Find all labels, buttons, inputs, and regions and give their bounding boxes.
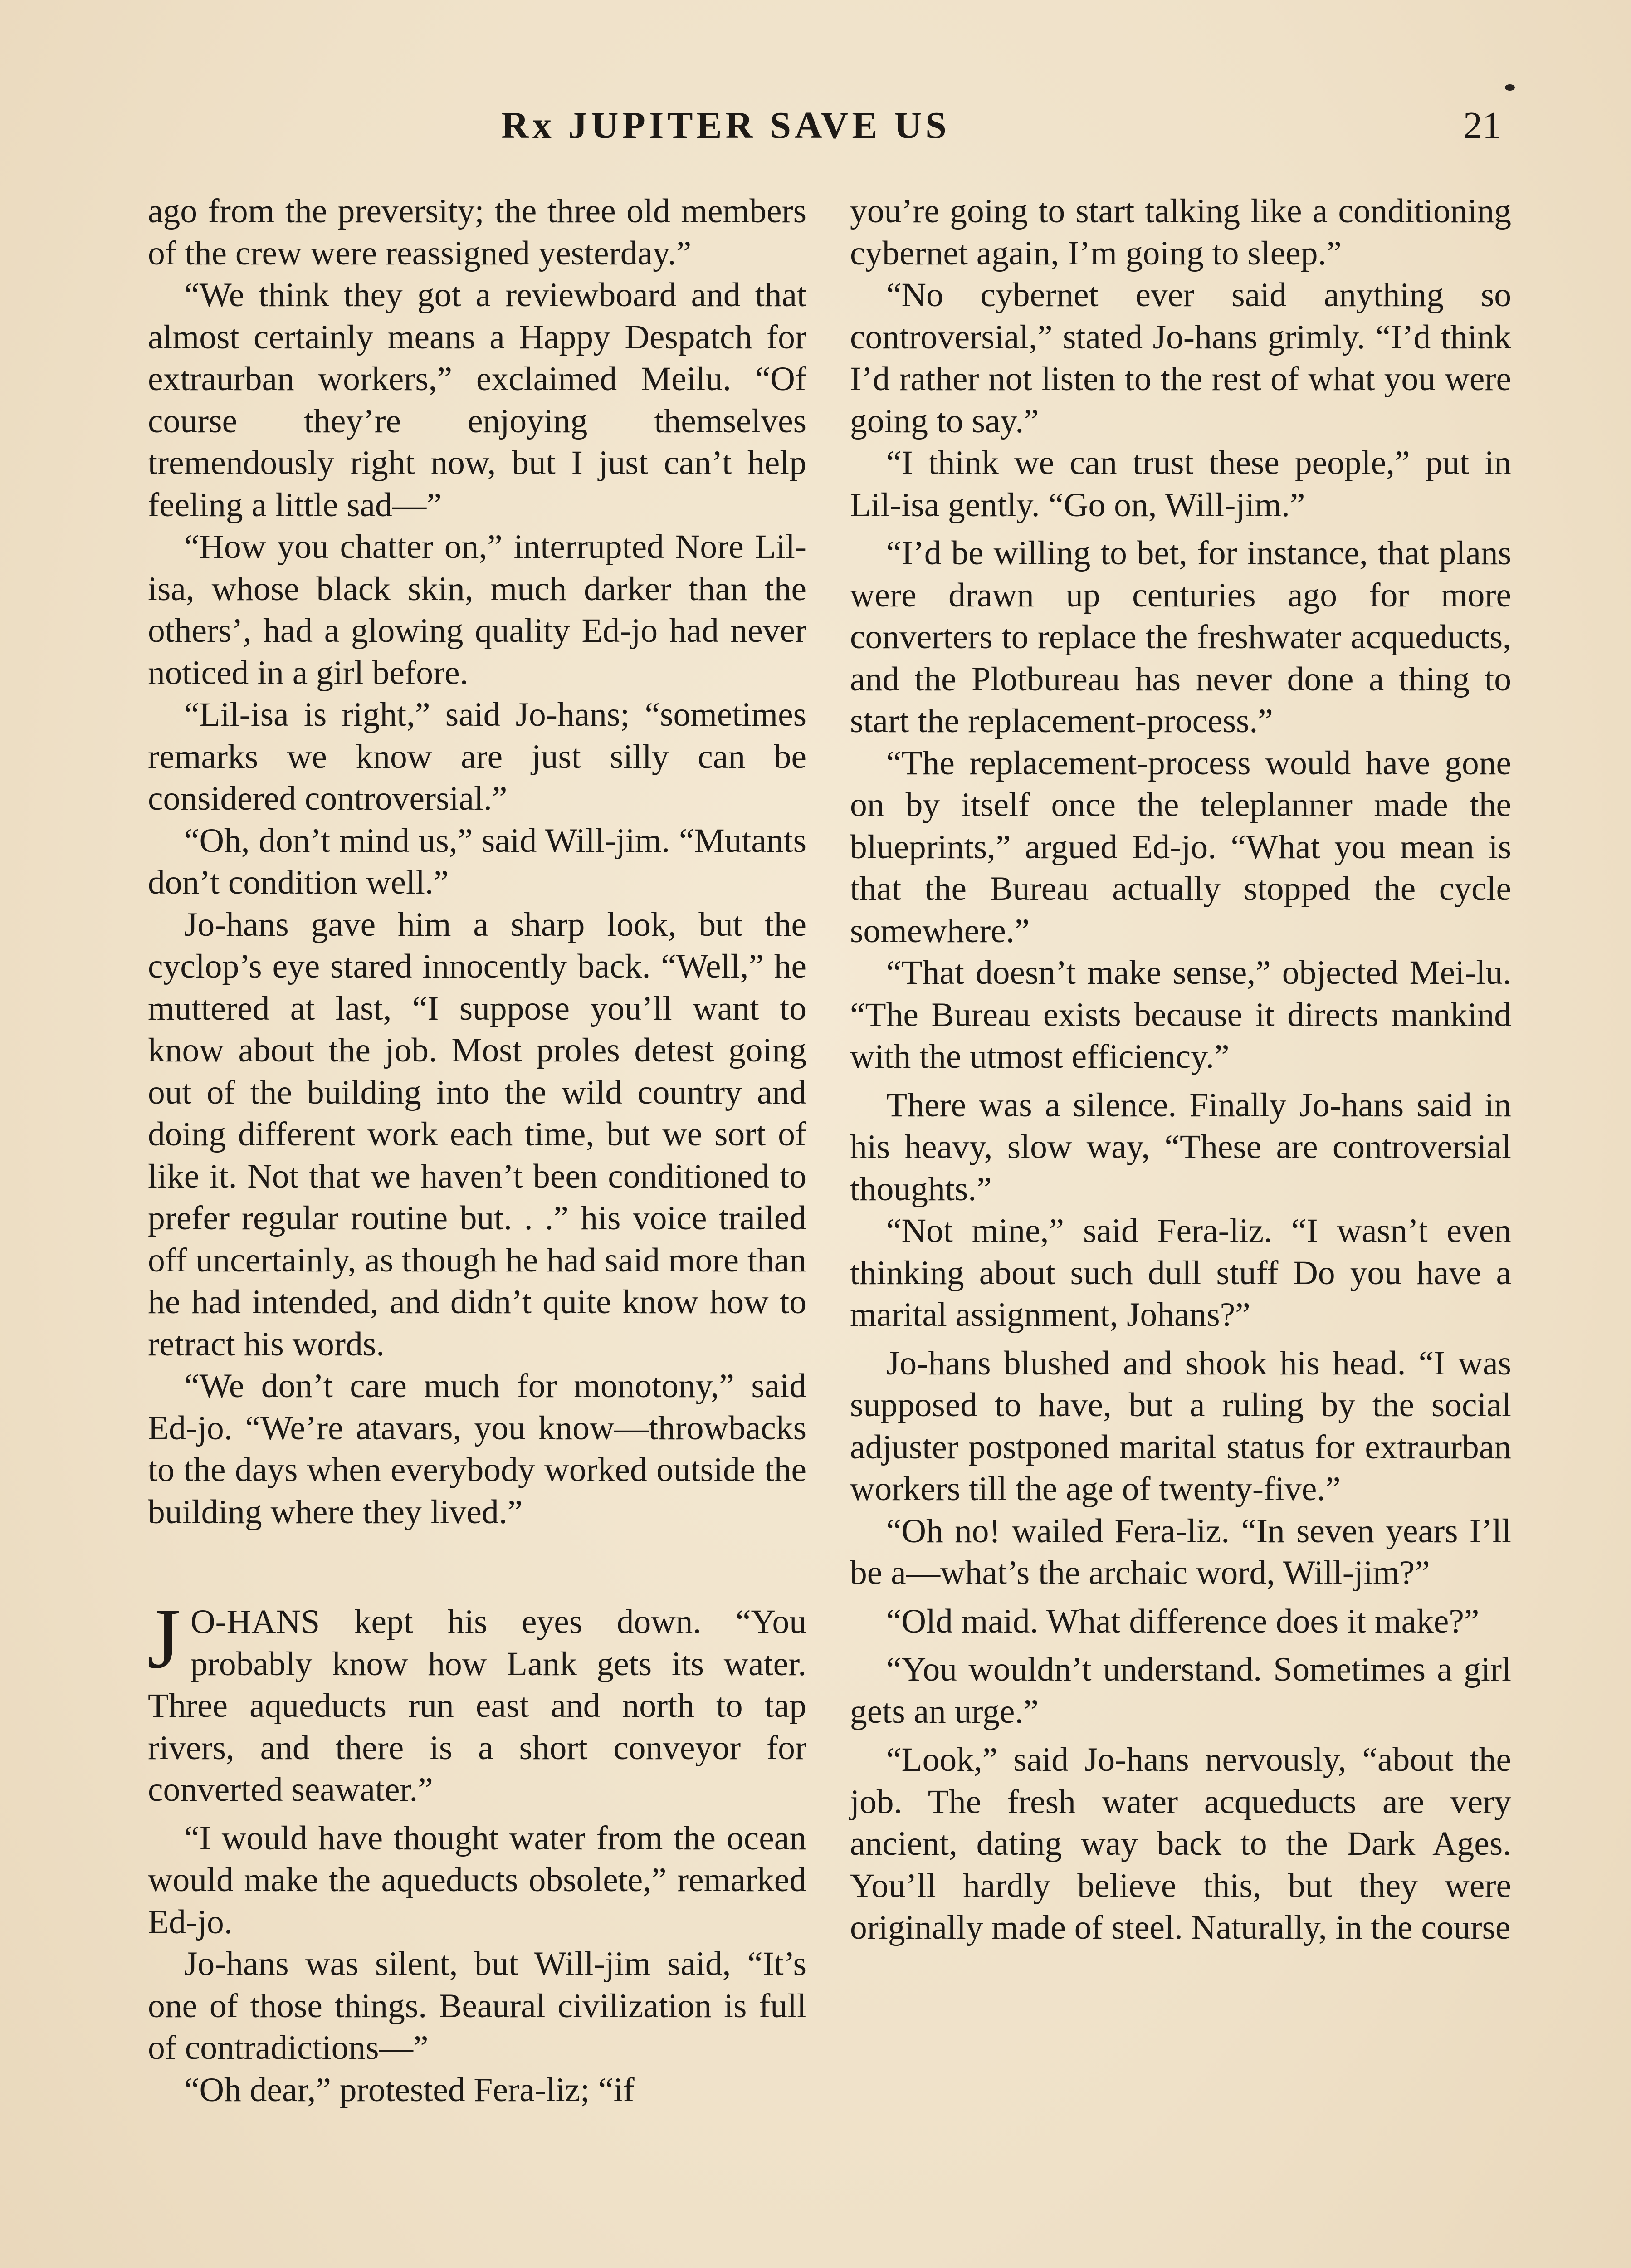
right-column <box>850 191 1511 1949</box>
paragraph: “I would have thought water from the ocean would make the aqueducts obsolete,” remarked Ed-jo. <box>148 1819 806 1941</box>
paragraph: “How you chatter on,” interrupted Nore Lil-isa, whose black skin, much darker than the others’, had a glowing quality Ed-jo had never noticed in a girl before. <box>148 528 806 692</box>
section-break <box>148 1533 806 1601</box>
paragraph: Jo-hans gave him a sharp look, but the cyclop’s eye stared innocently back. “Well,” he muttered at last, “I suppose you’ll want to know about the job. Most proles detest going out of the building into the wild country and doing different work each time, but we sort of like it. Not that we haven’t been conditioned to prefer regular routine but. . .” his voice trailed off uncertainly, as though he had said more than he had intended, and didn’t quite know how to retract his words. <box>148 905 806 1363</box>
paragraph: There was a silence. Finally Jo-hans said in his heavy, slow way, “These are controversial thoughts.” <box>850 1086 1511 1208</box>
paragraph: “We think they got a reviewboard and that almost certainly means a Happy Despatch for extraurban workers,” exclaimed Meilu. “Of course they’re enjoying themselves tremendously right now, but I just can’t help feeling a little sad—” <box>148 276 806 524</box>
page-number: 21 <box>1463 104 1501 147</box>
running-title: Rx JUPITER SAVE US <box>501 104 950 147</box>
paragraph: Jo-hans blushed and shook his head. “I was supposed to have, but a ruling by the social adjuster postponed marital status for extraurban workers till the age of twenty-five.” <box>850 1344 1511 1508</box>
print-speck <box>1505 84 1515 91</box>
paragraph: “Old maid. What difference does it make?” <box>886 1602 1480 1640</box>
paragraph-with-dropcap <box>147 1591 806 1811</box>
paragraph: “Not mine,” said Fera-liz. “I wasn’t even thinking about such dull stuff Do you have a marital assignment, Johans?” <box>850 1212 1511 1334</box>
left-column <box>148 191 806 2111</box>
drop-cap: J <box>147 1591 181 1686</box>
paragraph-text: O-HANS kept his eyes down. “You probably know how Lank gets its water. Three aqueducts run east and north to tap rivers, and there is a short conveyor for converted seawater.” <box>148 1603 806 1809</box>
paragraph: “We don’t care much for monotony,” said Ed-jo. “We’re atavars, you know—throwbacks to the days when everybody worked outside the building where they lived.” <box>148 1367 806 1531</box>
paragraph: ago from the preversity; the three old members of the crew were reassigned yesterday.” <box>148 192 806 272</box>
paragraph: you’re going to start talking like a conditioning cybernet again, I’m going to sleep.” <box>850 192 1511 272</box>
paragraph: “The replacement-process would have gone on by itself once the teleplanner made the blueprints,” argued Ed-jo. “What you mean is that the Bureau actually stopped the cycle somewhere.” <box>850 744 1511 950</box>
paragraph: “Oh no! wailed Fera-liz. “In seven years I’ll be a—what’s the archaic word, Will-jim?” <box>850 1512 1511 1592</box>
paragraph: “You wouldn’t understand. Sometimes a girl gets an urge.” <box>850 1651 1511 1730</box>
paragraph: “I’d be willing to bet, for instance, that plans were drawn up centuries ago for more converters to replace the freshwater acqueducts, and the Plotbureau has never done a thing to start the replacement-process.” <box>850 534 1511 740</box>
paragraph: “Oh, don’t mind us,” said Will-jim. “Mutants don’t condition well.” <box>148 821 806 901</box>
paragraph: “I think we can trust these people,” put in Lil-isa gently. “Go on, Will-jim.” <box>850 444 1511 524</box>
paragraph: “Look,” said Jo-hans nervously, “about the job. The fresh water acqueducts are very ancient, dating way back to the Dark Ages. You’ll hardly believe this, but they were originally made of steel. Naturally, in the course <box>850 1741 1511 1946</box>
paragraph: “That doesn’t make sense,” objected Mei-lu. “The Bureau exists because it directs mankind with the utmost efficiency.” <box>850 954 1511 1075</box>
running-head <box>136 101 1501 151</box>
paragraph: “Lil-isa is right,” said Jo-hans; “sometimes remarks we know are just silly can be considered controversial.” <box>148 696 806 817</box>
paragraph: “Oh dear,” protested Fera-liz; “if <box>184 2071 635 2109</box>
paragraph: Jo-hans was silent, but Will-jim said, “It’s one of those things. Beaural civilization is full of contradictions—” <box>148 1945 806 2067</box>
paragraph: “No cybernet ever said anything so controversial,” stated Jo-hans grimly. “I’d think I’d rather not listen to the rest of what you were going to say.” <box>850 276 1511 440</box>
